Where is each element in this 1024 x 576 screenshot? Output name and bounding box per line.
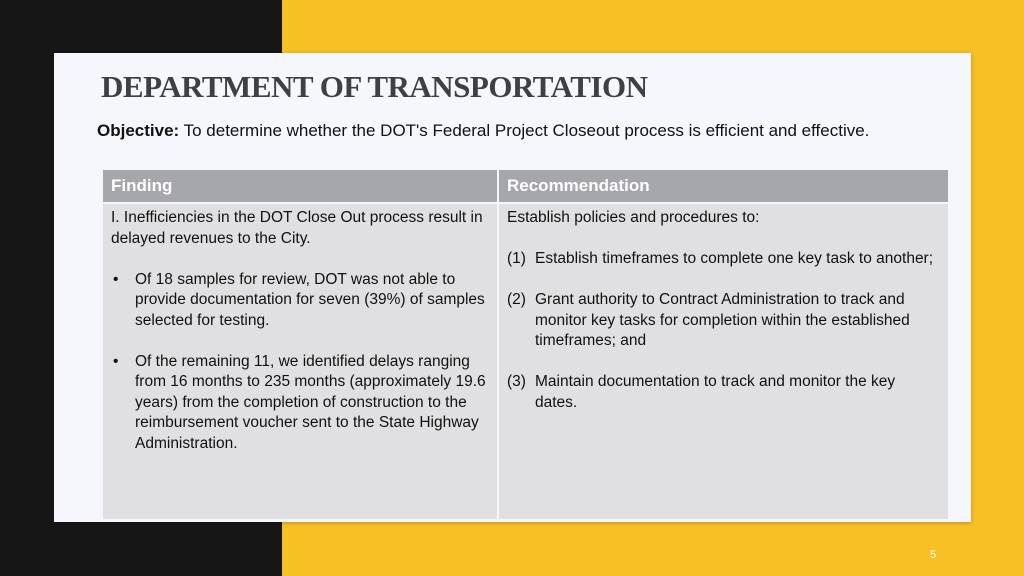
objective-label: Objective: [97, 121, 180, 140]
recommendation-item [507, 290, 940, 352]
objective-statement [97, 119, 917, 142]
objective-text: To determine whether the DOT's Federal Project Closeout process is efficient and effective. [179, 121, 870, 140]
header-recommendation: Recommendation [499, 170, 948, 202]
header-finding: Finding [103, 170, 497, 202]
recommendation-item [507, 372, 940, 413]
recommendation-intro: Establish policies and procedures to: [507, 209, 760, 226]
bullet-marker: • [113, 270, 119, 288]
page-number: 5 [930, 549, 937, 561]
recommendation-text: Grant authority to Contract Administration to track and monitor key tasks for completion within the established timeframes; and [535, 291, 910, 349]
finding-intro: I. Inefficiencies in the DOT Close Out process result in delayed revenues to the City. [111, 209, 483, 247]
slide-title: DEPARTMENT OF TRANSPORTATION [101, 69, 648, 104]
finding-bullet-text: Of the remaining 11, we identified delays ranging from 16 months to 235 months (approximately 19.6 years) from the completion of construction to the reimbursement voucher sent to the State Highway Administration. [135, 352, 486, 452]
recommendation-number: (3) [507, 373, 526, 390]
finding-bullet [111, 270, 489, 332]
recommendation-number: (2) [507, 291, 526, 308]
finding-cell [103, 204, 497, 519]
finding-bullet [111, 352, 489, 455]
content-card [54, 53, 971, 522]
recommendation-item [507, 249, 940, 270]
recommendation-text: Establish timeframes to complete one key task to another; [535, 250, 934, 267]
recommendation-list [507, 249, 940, 413]
recommendation-text: Maintain documentation to track and monitor the key dates. [535, 373, 896, 411]
bullet-marker: • [113, 352, 119, 370]
recommendation-cell [499, 204, 948, 519]
finding-bullet-list [111, 270, 489, 455]
findings-table [103, 170, 948, 519]
finding-bullet-text: Of 18 samples for review, DOT was not able to provide documentation for seven (39%) of samples selected for testing. [135, 270, 485, 329]
recommendation-number: (1) [507, 250, 526, 267]
